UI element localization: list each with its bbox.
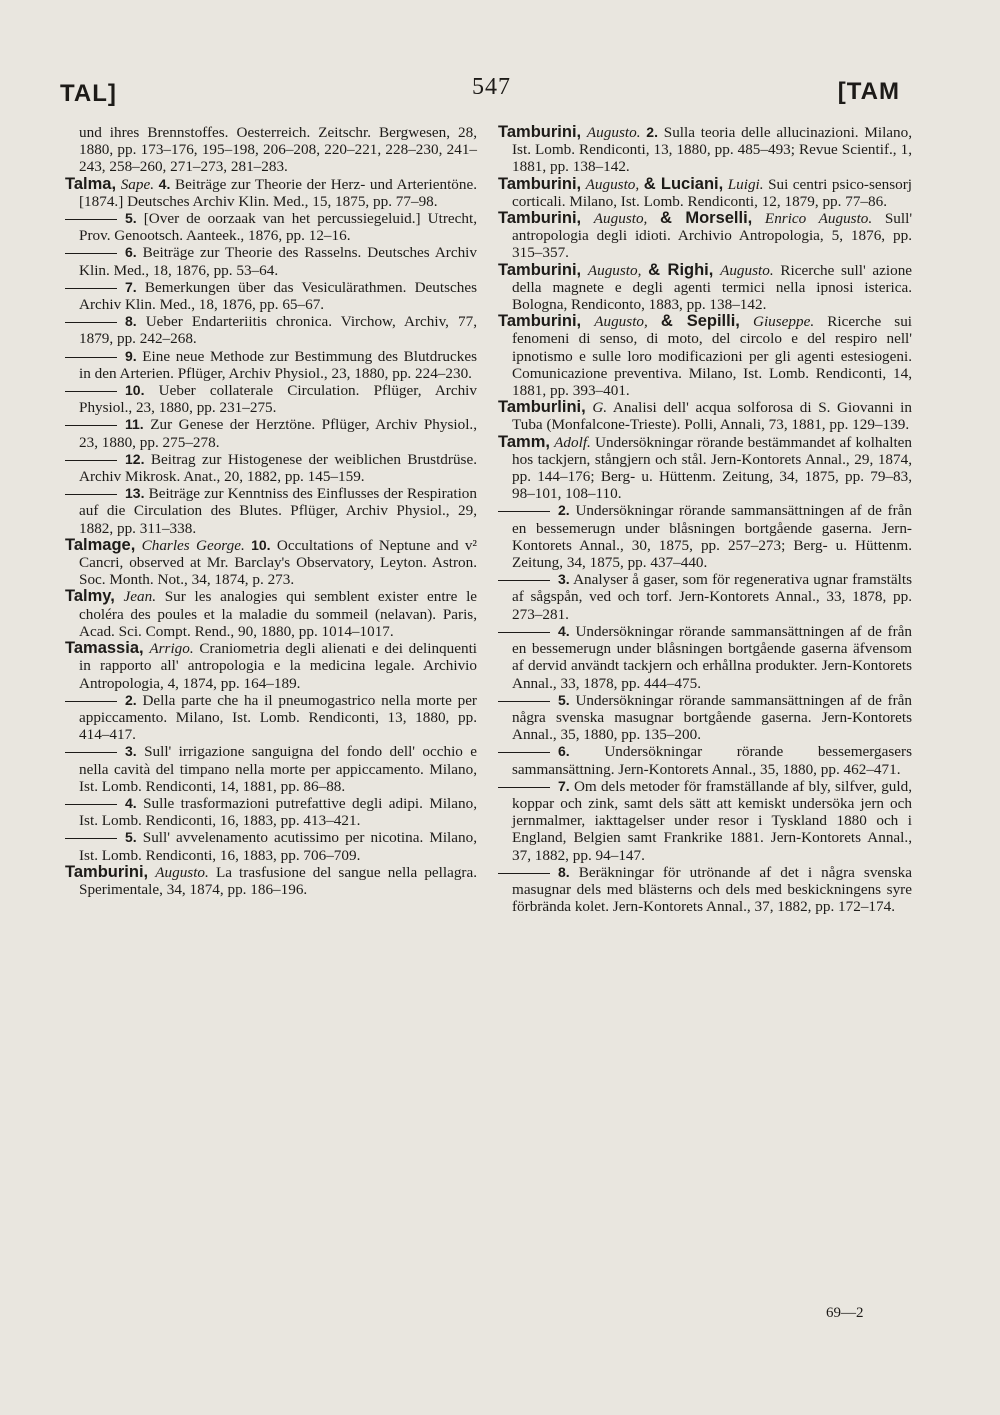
bibliography-entry <box>65 313 477 347</box>
entry-text: Ricerche sui fenomeni di senso, di moto, del circolo e del respiro nell' ipnotismo e sulle loro modificazioni per gli agenti estesiogeni. Comunicazione preventiva. Milano, Ist. Lomb. Rendiconti, 14, 1881, pp. 393–401. <box>512 313 913 400</box>
bibliography-entry <box>65 640 477 692</box>
entry-number: 9. <box>125 347 137 364</box>
bibliography-entry <box>65 588 477 640</box>
bibliography-entry <box>498 434 912 503</box>
bibliography-entry <box>65 124 477 176</box>
bibliography-entry <box>498 502 912 571</box>
author-name: Tamassia, <box>65 639 144 658</box>
author-name: Talma, <box>65 174 117 193</box>
entry-number: 12. <box>125 450 145 467</box>
ditto-dash <box>65 460 117 461</box>
entry-number: 2. <box>558 502 570 519</box>
entry-number: 4. <box>125 794 137 811</box>
entry-text: Sull' avvelenamento acutissimo per nicotina. Milano, Ist. Lomb. Rendiconti, 16, 1883, pp. 706–709. <box>79 829 478 864</box>
entry-number: 2. <box>646 124 658 140</box>
entry-number: 6. <box>125 244 137 261</box>
bibliography-entry <box>65 864 477 898</box>
bibliography-entry <box>498 262 912 314</box>
entry-text: Ricerche sull' azione della magnete e degli agenti termici nella ipnosi isterica. Bologna, Rendiconto, 1883, pp. 138–142. <box>512 261 913 314</box>
coauthor-given-name: Enrico Augusto. <box>764 210 873 228</box>
entry-text: Craniometria degli alienati e dei delinquenti in rapporto all' antropologia e la medicina legale. Archivio Antropologia, 4, 1874, pp. 164–189. <box>79 640 478 692</box>
author-given-name: Adolf. <box>554 433 591 451</box>
entry-text: Analyser å gaser, som för regenerativa ugnar framstälts af sågspån, ved och torf. Jern-Kontorets Annal., 33, 1878, pp. 273–281. <box>512 571 912 623</box>
author-name: Tamburini, <box>498 209 582 228</box>
entry-text: Eine neue Methode zur Bestimmung des Blutdruckes in den Arterien. Pflüger, Archiv Physiol., 23, 1880, pp. 224–230. <box>79 347 477 382</box>
ditto-dash <box>65 288 117 289</box>
page-number: 547 <box>472 74 511 100</box>
bibliography-entry <box>65 279 477 313</box>
ditto-dash <box>498 701 550 702</box>
author-given-name: Arrigo. <box>149 640 194 658</box>
entry-number: 7. <box>125 278 137 295</box>
entry-text: [Over de oorzaak van het percussiegeluid.] Utrecht, Prov. Genootsch. Aanteek., 1876, pp. 12–16. <box>79 210 478 245</box>
bibliography-entry <box>498 743 912 777</box>
bibliography-entry <box>498 778 912 864</box>
bibliography-entry <box>65 829 477 863</box>
entry-text: Undersökningar rörande bestämmandet af kolhalten hos tackjern, stångjern och stål. Jern-Kontorets Annal., 29, 1874, pp. 144–176; Berg- u. Hüttenm. Zeitung, 34, 1875, pp. 79–83, 98–101, 108–110. <box>512 433 913 503</box>
entry-text: Sui centri psico-sensorj corticali. Milano, Ist. Lomb. Rendiconti, 12, 1879, pp. 77–86. <box>512 175 913 210</box>
ditto-dash <box>498 511 550 512</box>
entry-text: Occultations of Neptune and v² Cancri, observed at Mr. Barclay's Observatory, Leyton. Astron. Soc. Month. Not., 34, 1874, p. 273. <box>79 536 477 589</box>
ditto-dash <box>65 838 117 839</box>
bibliography-entry <box>498 210 912 262</box>
author-given-name: Augusto, <box>585 175 640 193</box>
entry-text: Undersökningar rörande sammansättningen af de från en bessemerugn under blåsningen bortgående gaserna. Jern-Kontorets Annal., 30, 1875, pp. 257–273; Berg- u. Hüttenm. Zeitung, 34, 1875, pp. 437–440. <box>512 502 912 572</box>
bibliography-entry <box>498 124 912 176</box>
entry-number: 3. <box>558 571 570 588</box>
coauthor-given-name: Augusto. <box>720 261 774 279</box>
coauthor-name: & Luciani, <box>643 174 724 193</box>
bibliography-entry <box>65 537 477 589</box>
entry-number: 2. <box>125 691 137 708</box>
bibliography-entry <box>498 623 912 692</box>
entry-text: Bemerkungen über das Vesiculärathmen. Deutsches Archiv Klin. Med., 18, 1876, pp. 65–67. <box>79 278 478 314</box>
entry-text: Analisi dell' acqua solforosa di S. Giovanni in Tuba (Monfalcone-Trieste). Polli, Annali, 73, 1881, pp. 129–139. <box>512 399 912 434</box>
entry-number: 3. <box>125 743 137 760</box>
entry-text: Sull' irrigazione sanguigna del fondo dell' occhio e nella cavità del timpano nella morte per appiccamento. Milano, Ist. Lomb. Rendiconti, 14, 1881, pp. 86–88. <box>79 743 478 795</box>
author-name: Talmage, <box>65 535 136 554</box>
bibliography-entry <box>65 416 477 450</box>
ditto-dash <box>65 425 117 426</box>
entry-text: Beiträge zur Kenntniss des Einflusses der Respiration auf die Circulation des Blutes. Pflüger, Archiv Physiol., 29, 1882, pp. 311–338. <box>79 485 477 537</box>
entry-number: 8. <box>558 863 570 880</box>
bibliography-entry <box>65 348 477 382</box>
entry-text: Della parte che ha il pneumogastrico nella morte per appiccamento. Milano, Ist. Lomb. Rendiconti, 13, 1880, pp. 414–417. <box>79 691 477 744</box>
ditto-dash <box>498 580 550 581</box>
author-given-name: Augusto. <box>586 124 641 141</box>
running-head-left: TAL] <box>60 80 117 107</box>
bibliography-entry <box>498 864 912 916</box>
entry-number: 6. <box>558 743 570 760</box>
bibliography-entry <box>65 692 477 744</box>
bibliography-entry <box>498 692 912 744</box>
author-name: Tamburini, <box>498 174 582 193</box>
bibliography-entry <box>498 176 912 210</box>
author-name: Tamm, <box>498 432 550 451</box>
entry-text: Sulla teoria delle allucinazioni. Milano, Ist. Lomb. Rendiconti, 13, 1880, pp. 485–493; Revue Scientif., 1, 1881, pp. 138–142. <box>512 124 913 176</box>
author-given-name: Jean. <box>123 588 157 606</box>
entry-text: Sulle trasformazioni putrefattive degli adipi. Milano, Ist. Lomb. Rendiconti, 16, 1883, pp. 413–421. <box>79 794 477 830</box>
entry-number: 10. <box>125 382 145 399</box>
bibliography-entry <box>65 743 477 795</box>
ditto-dash <box>498 873 550 874</box>
author-name: Tamburlini, <box>498 398 586 417</box>
ditto-dash <box>65 804 117 805</box>
bibliography-entry <box>65 795 477 829</box>
entry-text: Undersökningar rörande sammansättningen af de från en bessemerugn under blåsningen bortgående gaserna äfvensom af dervid användt tackjern och erhållna produkter. Jern-Kontorets Annal., 33, 1878, pp. 444–475. <box>512 622 912 692</box>
entry-text: Om dels metoder för framställande af bly, silfver, guld, koppar och zink, samt dels sätt att kemiskt undersöka jern och jernmalmer, iakttagelser under resor i Tyskland 1880 och i England, Belgien samt Frankrike 1881. Jern-Kontorets Annal., 37, 1882, pp. 94–147. <box>512 777 913 864</box>
ditto-dash <box>65 494 117 495</box>
entry-number: 13. <box>125 485 145 502</box>
running-head <box>60 70 900 110</box>
entry-number: 5. <box>558 691 570 708</box>
entry-number: 5. <box>125 210 137 227</box>
coauthor-name: & Righi, <box>648 260 714 279</box>
bibliography-entry <box>65 244 477 278</box>
ditto-dash <box>65 701 117 702</box>
entry-text: Beitrag zur Histogenese der weiblichen Brustdrüse. Archiv Mikrosk. Anat., 20, 1882, pp. 145–159. <box>79 450 477 486</box>
author-given-name: Augusto, <box>587 261 642 279</box>
entry-number: 10. <box>251 536 271 553</box>
entry-text: Beräkningar för utrönande af det i några svenska masugnar dels med blästerns och dels med beskickningens syre förbrända kolet. Jern-Kontorets Annal., 37, 1882, pp. 172–174. <box>512 863 913 916</box>
running-head-right: [TAM <box>837 78 900 105</box>
bibliography-entry <box>498 313 912 399</box>
author-name: Tamburini, <box>498 312 582 331</box>
bibliography-entry <box>65 485 477 537</box>
author-given-name: Charles George. <box>141 536 245 554</box>
author-given-name: G. <box>592 399 608 417</box>
bibliography-entry <box>498 399 912 433</box>
coauthor-given-name: Giuseppe. <box>752 313 815 331</box>
bibliography-entry <box>65 176 477 210</box>
entry-text: Undersökningar rörande bessemergasers sammansättning. Jern-Kontorets Annal., 35, 1880, pp. 462–471. <box>512 743 913 778</box>
ditto-dash <box>65 219 117 220</box>
author-given-name: Augusto, <box>593 210 648 228</box>
bibliography-entry <box>498 571 912 623</box>
ditto-dash <box>498 752 550 753</box>
entry-number: 8. <box>125 313 137 330</box>
entry-text: Sur les analogies qui semblent exister entre le choléra des poules et la maladie du sommeil (nelavan). Paris, Acad. Sci. Compt. Rend., 90, 1880, pp. 1014–1017. <box>79 588 478 640</box>
entry-text: Beiträge zur Theorie der Herz- und Arterientöne. [1874.] Deutsches Archiv Klin. Med., 15, 1875, pp. 77–98. <box>79 175 478 210</box>
entry-number: 4. <box>158 175 171 192</box>
bibliography-entry <box>65 210 477 244</box>
entry-text: Ueber collaterale Circulation. Pflüger, Archiv Physiol., 23, 1880, pp. 231–275. <box>79 382 477 417</box>
ditto-dash <box>498 632 550 633</box>
ditto-dash <box>498 787 550 788</box>
author-given-name: Augusto, <box>594 313 648 331</box>
ditto-dash <box>65 253 117 254</box>
author-name: Tamburini, <box>65 862 149 881</box>
author-name: Tamburini, <box>498 260 582 279</box>
entry-number: 5. <box>125 829 137 846</box>
entry-number: 7. <box>558 777 570 794</box>
ditto-dash <box>65 391 117 392</box>
entry-number: 11. <box>125 416 144 433</box>
entry-text: Ueber Endarteriitis chronica. Virchow, Archiv, 77, 1879, pp. 242–268. <box>79 313 477 348</box>
left-column <box>65 124 477 898</box>
entry-text: La trasfusione del sangue nella pellagra. Sperimentale, 34, 1874, pp. 186–196. <box>79 863 478 898</box>
entry-text: Sull' antropologia degli idioti. Archivio Antropologia, 5, 1876, pp. 315–357. <box>512 210 913 262</box>
bibliography-entry <box>65 382 477 416</box>
entry-text: und ihres Brennstoffes. Oesterreich. Zeitschr. Bergwesen, 28, 1880, pp. 173–176, 195–198, 206–208, 220–221, 228–230, 241–243, 258–260, 271–273, 281–283. <box>79 124 477 176</box>
entry-text: Beiträge zur Theorie des Rasselns. Deutsches Archiv Klin. Med., 18, 1876, pp. 53–64. <box>79 244 477 279</box>
entry-number: 4. <box>558 622 570 639</box>
author-given-name: Augusto. <box>155 863 209 881</box>
ditto-dash <box>65 322 117 323</box>
author-name: Tamburini, <box>498 123 582 141</box>
entry-text: Undersökningar rörande sammansättningen af de från några svenska masugnar bortgående gaserna. Jern-Kontorets Annal., 35, 1880, pp. 135–200. <box>512 691 912 744</box>
right-column <box>498 124 912 915</box>
coauthor-name: & Morselli, <box>660 209 753 228</box>
author-given-name: Sape. <box>120 175 155 193</box>
coauthor-name: & Sepilli, <box>660 312 740 331</box>
author-name: Talmy, <box>65 587 115 606</box>
entry-text: Zur Genese der Herztöne. Pflüger, Archiv Physiol., 23, 1880, pp. 275–278. <box>79 416 478 451</box>
bibliography-entry <box>65 451 477 485</box>
ditto-dash <box>65 357 117 358</box>
signature-mark: 69—2 <box>826 1305 864 1321</box>
ditto-dash <box>65 752 117 753</box>
coauthor-given-name: Luigi. <box>727 175 764 193</box>
